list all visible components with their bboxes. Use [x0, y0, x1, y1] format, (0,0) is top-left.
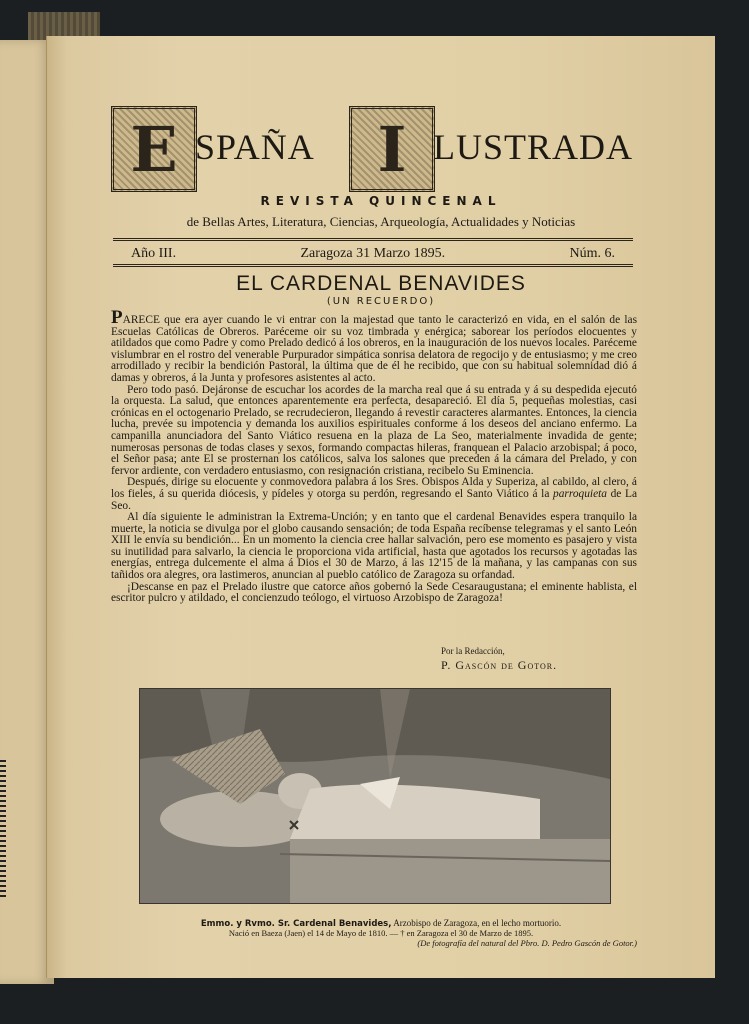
issue-info	[131, 246, 615, 262]
masthead-word-ilustrada: LUSTRADA	[433, 127, 634, 167]
paragraph-3	[111, 477, 637, 512]
issue-year: Año III.	[131, 246, 177, 261]
paragraph-2: Pero todo pasó. Dejáronse de escuchar los acordes de la marcha real que á su entrada y á su despedida ejecutó la orquesta. La salud, que entonces aparentemente era perfecta, desapareció. El día 5, pequeñas molestias, casi crónicas en el octogenario Prelado, se recrudecieron, llegando á revestir caracteres alarmantes. Entonces, la ciencia lucha, prevée su impotencia y demanda los auxilios espirituales conforme á los deseos del anciano enfermo. La campanilla anunciadora del Santo Viático resuena en la plaza de La Seo, materialmente invadida de gente; numerosas personas de todas clases y sexos, formando compactas hileras, franquean el Palacio arzobispal; á poco, el Señor pasa; ante El se prosternan los católicos, salva los salones que preceden á la cámara del Prelado, y con fervor ardiente, con verdadero entusiasmo, con resignación cristiana, recibelo Su Eminencia.	[111, 383, 637, 477]
masthead-word-espana: SPAÑA	[195, 127, 315, 167]
paragraph-1-lead: ARECE	[122, 314, 160, 326]
masthead-subtitle: REVISTA QUINCENAL	[260, 194, 502, 208]
paragraph-5: ¡Descanse en paz el Prelado ilustre que catorce años gobernó la Sede Cesaraugustana; el eminente hablista, el escritor pulcro y atildado, el concienzudo teólogo, el virtuoso Arzobispo de Zaragoza!	[111, 580, 637, 605]
masthead-subjects: de Bellas Artes, Literatura, Ciencias, Arqueología, Actualidades y Noticias	[186, 214, 576, 229]
photo-credit: (De fotografía del natural del Pbro. D. Pedro Gascón de Gotor.)	[417, 938, 637, 948]
page-edge-marks	[0, 760, 6, 900]
photo-caption-line-2: Nació en Baeza (Jaen) el 14 de Mayo de 1810. — † en Zaragoza el 30 de Marzo de 1895.	[228, 928, 534, 938]
article-body	[111, 307, 637, 605]
rule-top	[113, 238, 633, 241]
magazine-page	[46, 36, 715, 978]
caption-name: Emmo. y Rvmo. Sr. Cardenal Benavides,	[200, 919, 392, 929]
rule-bottom	[113, 264, 633, 267]
photo-cardinal-deathbed	[139, 688, 611, 904]
caption-line-1-text: Arzobispo de Zaragoza, en el lecho mortuorio.	[391, 918, 562, 928]
issue-number: Núm. 6.	[569, 246, 615, 261]
paragraph-3-end: de La Seo.	[111, 487, 637, 512]
paragraph-4: Al día siguiente le administran la Extrema-Unción; y en tanto que el cardenal Benavides espera tranquilo la muerte, la noticia se divulga por el globo causando sensación; de toda España recíbense telegramas y el santo León XIII le envía su bendición... En un momento la ciencia cree hallar salvación, pero ese momento es pasajero y vista su inutilidad para salvarlo, la ciencia le proporciona vida artificial, hasta que agotados los recursos y agotadas las energías, entrega dulcemente el alma á Dios el 30 de Marzo, á las 12'15 de la mañana, y las campanas con sus tañidos ora alegres, ora lastimeros, anuncian al pueblo católico de Zaragoza su orfandad.	[111, 511, 637, 582]
ornate-initial-i: I	[349, 106, 435, 192]
article-subtitle: (UN RECUERDO)	[326, 296, 436, 307]
paragraph-1-text: que era ayer cuando le vi entrar con la majestad que tanto le caracterizó en vida, en el salón de las Escuelas Católicas de Obreros. Paréceme oir su voz timbrada y enérgica; saborear los períodos elocuentes y atildados que como Padre y como Prelado dedicó á los obreros, en la inauguración de los nuevos locales. Paréceme vislumbrar en el rostro del venerable Purpurador simpática sonrisa delatora de regocijo y de entusiasmo; y me creo arrodillado y recibir la bendición Pastoral, la última que de él he recibido, que con su habitual solemnidad dió á damas y obreros, á la Junta y profesores asistentes al acto.	[111, 314, 637, 384]
ornate-initial-e: E	[111, 106, 197, 192]
dropcap: P	[111, 307, 123, 328]
paragraph-3-emphasis: parroquieta	[553, 487, 607, 500]
paragraph-1	[111, 307, 637, 385]
issue-place-date: Zaragoza 31 Marzo 1895.	[300, 246, 446, 261]
article-title: EL CARDENAL BENAVIDES	[236, 272, 526, 295]
paragraph-3-text: Después, dirige su elocuente y conmovedora palabra á los Sres. Obispos Alda y Superiza, al cabildo, al clero, á los fieles, á su querida diócesis, y pídeles y otorga su perdón, regresando el Santo Viático á la	[111, 476, 637, 500]
signature-label: Por la Redacción,	[441, 646, 505, 656]
signature-name: P. Gascón de Gotor.	[441, 658, 558, 672]
photo-illustration	[140, 689, 610, 903]
masthead	[111, 106, 634, 188]
